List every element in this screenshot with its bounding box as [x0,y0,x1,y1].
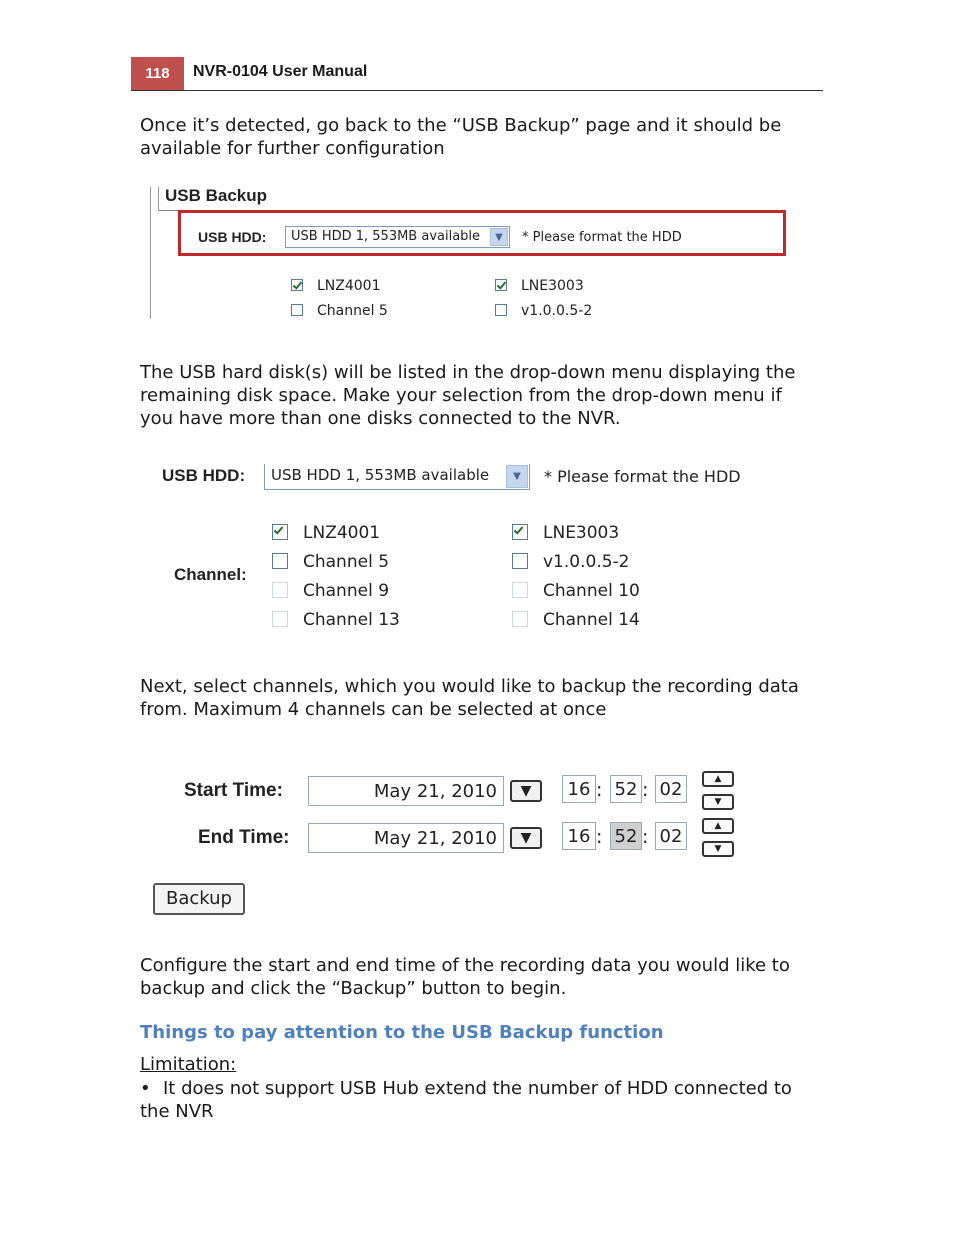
bullet-glyph: • [140,1078,151,1099]
page-number: 118 [131,57,184,90]
time-separator: : [596,826,603,848]
start-minute-field[interactable] [610,775,642,803]
time-range-screenshot [150,765,750,920]
channel-label-v1-0-0-5-2: v1.0.0.5-2 [521,303,593,319]
usb-hdd-label: USB HDD: [162,466,246,485]
time-separator: : [596,779,603,801]
channel-label-channel-9: Channel 9 [303,581,390,601]
channel-label: Channel: [174,565,247,584]
end-time-up-button[interactable] [702,818,734,834]
chevron-down-icon[interactable]: ▼ [490,228,508,246]
end-second-field[interactable] [655,822,687,850]
end-time-label: End Time: [198,827,290,848]
usb-backup-screenshot [148,183,798,323]
usb-hdd-select-value: USB HDD 1, 553MB available [271,466,490,484]
chevron-down-icon[interactable]: ▼ [506,465,528,488]
channel-checkbox-lne3003[interactable] [512,524,528,540]
channel-checkbox-channel-5[interactable] [291,304,303,316]
panel-left-border [150,187,151,319]
channel-label-channel-5: Channel 5 [303,552,390,572]
channel-checkbox-channel-14[interactable] [512,611,528,627]
paragraph-drop-down: The USB hard disk(s) will be listed in the drop-down menu displaying the remaining disk space. Make your selection from the drop-down menu if you have more than one disks connected to the NVR. [140,362,796,429]
arrow-up-icon: ▲ [714,773,722,784]
channel-label-v1-0-0-5-2: v1.0.0.5-2 [543,552,630,572]
chevron-down-icon: ▼ [520,830,532,846]
channel-checkbox-channel-9[interactable] [272,582,288,598]
start-time-up-button[interactable] [702,771,734,787]
channel-checkbox-channel-5[interactable] [272,553,288,569]
format-note [544,467,744,486]
end-minute-field[interactable] [610,822,642,850]
usb-hdd-select-value: USB HDD 1, 553MB available [291,229,481,244]
channel-label-lnz4001: LNZ4001 [303,523,381,543]
format-note [522,230,694,245]
start-time-label: Start Time: [184,780,283,801]
channel-label-lne3003: LNE3003 [543,523,620,543]
paragraph-select-channels: Next, select channels, which you would like to backup the recording data from. Maximum 4 channels can be selected at once [140,676,799,720]
channel-label-channel-10: Channel 10 [543,581,640,601]
usb-hdd-select[interactable] [264,464,530,490]
channel-label-lne3003: LNE3003 [521,278,584,294]
start-second-value: 02 [659,778,683,800]
channel-selection-screenshot [160,462,760,637]
end-second-value: 02 [659,825,683,847]
manual-title: NVR-0104 User Manual [193,63,368,80]
channel-label-lnz4001: LNZ4001 [317,278,381,294]
channel-checkbox-channel-10[interactable] [512,582,528,598]
channel-label-channel-13: Channel 13 [303,610,400,630]
channel-checkbox-lne3003[interactable] [495,279,507,291]
start-time-down-button[interactable] [702,794,734,810]
channel-checkbox-lnz4001[interactable] [291,279,303,291]
backup-button[interactable]: Backup [153,883,245,915]
start-hour-field[interactable] [562,775,596,803]
limitation-label: Limitation: [140,1054,237,1075]
end-time-down-button[interactable] [702,841,734,857]
end-date-dropdown-button[interactable] [510,827,542,849]
paragraph-configure-time: Configure the start and end time of the recording data you would like to backup and click the “Backup” button to begin. [140,955,790,999]
paragraph-usb-detected: Once it’s detected, go back to the “USB Backup” page and it should be available for further configuration [140,115,782,159]
usb-backup-title: USB Backup [165,186,268,205]
start-hour-value: 16 [567,778,591,800]
arrow-down-icon: ▼ [714,843,722,854]
channel-label-channel-5: Channel 5 [317,303,388,319]
channel-checkbox-v1-0-0-5-2[interactable] [495,304,507,316]
channel-checkbox-channel-13[interactable] [272,611,288,627]
format-note-text: * Please format the HDD [544,467,741,486]
end-date-field[interactable] [308,823,504,853]
arrow-down-icon: ▼ [714,796,722,807]
start-second-field[interactable] [655,775,687,803]
panel-title-left-border [158,187,159,211]
channel-checkbox-v1-0-0-5-2[interactable] [512,553,528,569]
start-date-field[interactable] [308,776,504,806]
arrow-up-icon: ▲ [714,820,722,831]
format-note-text: * Please format the HDD [522,230,682,245]
end-hour-field[interactable] [562,822,596,850]
limitation-item: It does not support USB Hub extend the number of HDD connected to the NVR [140,1078,792,1122]
time-separator: : [642,826,649,848]
start-date-dropdown-button[interactable] [510,780,542,802]
time-separator: : [642,779,649,801]
start-minute-value: 52 [614,778,638,800]
channel-checkbox-lnz4001[interactable] [272,524,288,540]
end-date-value: May 21, 2010 [373,827,497,849]
usb-hdd-label: USB HDD: [198,229,267,245]
start-date-value: May 21, 2010 [373,780,497,802]
end-minute-value: 52 [614,825,638,847]
header-rule [131,90,823,91]
section-heading: Things to pay attention to the USB Backup function [140,1022,664,1043]
channel-label-channel-14: Channel 14 [543,610,640,630]
end-hour-value: 16 [567,825,591,847]
chevron-down-icon: ▼ [520,783,532,799]
usb-hdd-select[interactable] [285,226,510,248]
